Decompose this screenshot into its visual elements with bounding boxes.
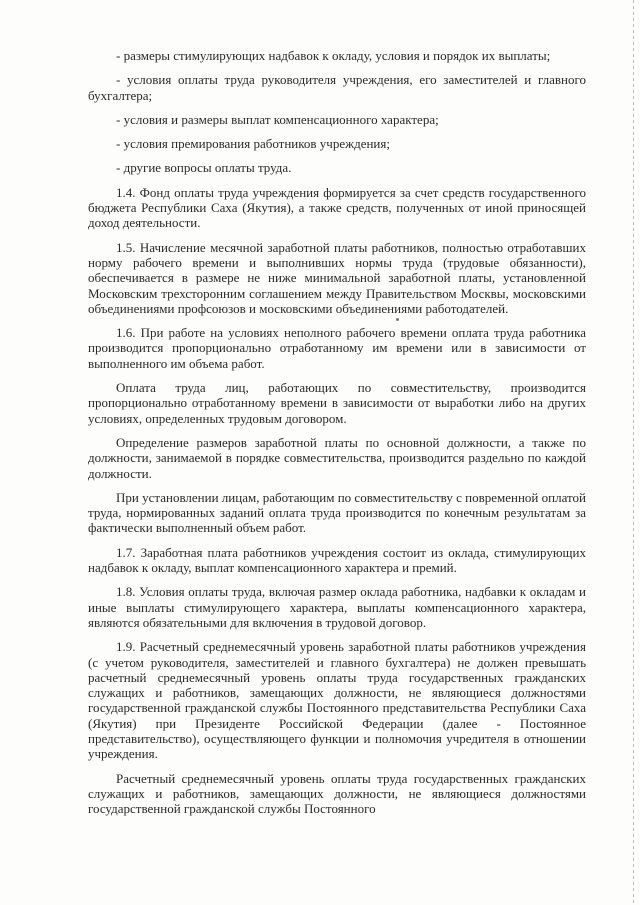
clause-1-8: 1.8. Условия оплаты труда, включая размер оклада работника, надбавки к окладам и иные выплаты стимулирующего характера, выплаты компенсационного характера, являются обязательными для включения в трудовой договор. — [88, 584, 586, 630]
list-item-manager-pay: - условия оплаты труда руководителя учреждения, его заместителей и главного бухгалтера; — [88, 72, 586, 103]
clause-1-7: 1.7. Заработная плата работников учреждения состоит из оклада, стимулирующих надбавок к окладу, выплат компенсационного характера и премий. — [88, 544, 586, 576]
paragraph-average-level: Расчетный среднемесячный уровень оплаты труда государственных гражданских служащих и работников, замещающих должности, не являющиеся должностями государственной гражданской службы Постоянного — [88, 770, 586, 817]
clause-1-9: 1.9. Расчетный среднемесячный уровень заработной платы работников учреждения (с учетом руководителя, заместителей и главного бухгалтера) не должен превышать расчетный среднемесячный уровень оплаты труда государственных гражданских служащих и работников, замещающих должности, не являющиеся должностями государственной гражданской службы Постоянного представительства Республики Саха (Якутия) при Президенте Российской Федерации (далее - Постоянное представительство), осуществляющего функции и полномочия учредителя в отношении учреждения. — [88, 639, 586, 762]
list-item-bonus-sizes: - размеры стимулирующих надбавок к окладу, условия и порядок их выплаты; — [116, 48, 551, 63]
paragraph-part-time-pay: Оплата труда лиц, работающих по совместительству, производится пропорционально отработанному времени в зависимости от выработки либо на других условиях, определенных трудовым договором. — [88, 380, 586, 426]
paragraph-time-based-pay: При установлении лицам, работающим по совместительству с повременной оплатой труда, нормированных заданий оплата труда производится по конечным результатам за фактически выполненный объем работ. — [88, 489, 586, 536]
list-item-other: - другие вопросы оплаты труда. — [116, 160, 292, 176]
clause-1-6: 1.6. При работе на условиях неполного рабочего времени оплата труда работника производится пропорционально отработанному им времени или в зависимости от выполненного им объема работ. — [88, 325, 586, 371]
list-item-bonuses: - условия премирования работников учреждения; — [116, 136, 390, 152]
list-item-compensation: - условия и размеры выплат компенсационного характера; — [116, 111, 439, 127]
document-body — [88, 48, 586, 816]
clause-1-5: 1.5. Начисление месячной заработной платы работников, полностью отработавших норму рабочего времени и выполнивших нормы труда (трудовые обязанности), обеспечивается в размере не ниже минимальной заработной платы, установленной Московским трехсторонним соглашением между Правительством Москвы, московскими объединениями профсоюзов и московскими объединениями работодателей. — [88, 239, 586, 316]
paragraph-salary-determination: Определение размеров заработной платы по основной должности, а также по должности, занимаемой в порядке совместительства, производится раздельно по каждой должности. — [88, 434, 586, 481]
clause-1-4: 1.4. Фонд оплаты труда учреждения формируется за счет средств государственного бюджета Республики Саха (Якутия), а также средств, полученных от иной приносящей доход деятельности. — [88, 184, 586, 231]
